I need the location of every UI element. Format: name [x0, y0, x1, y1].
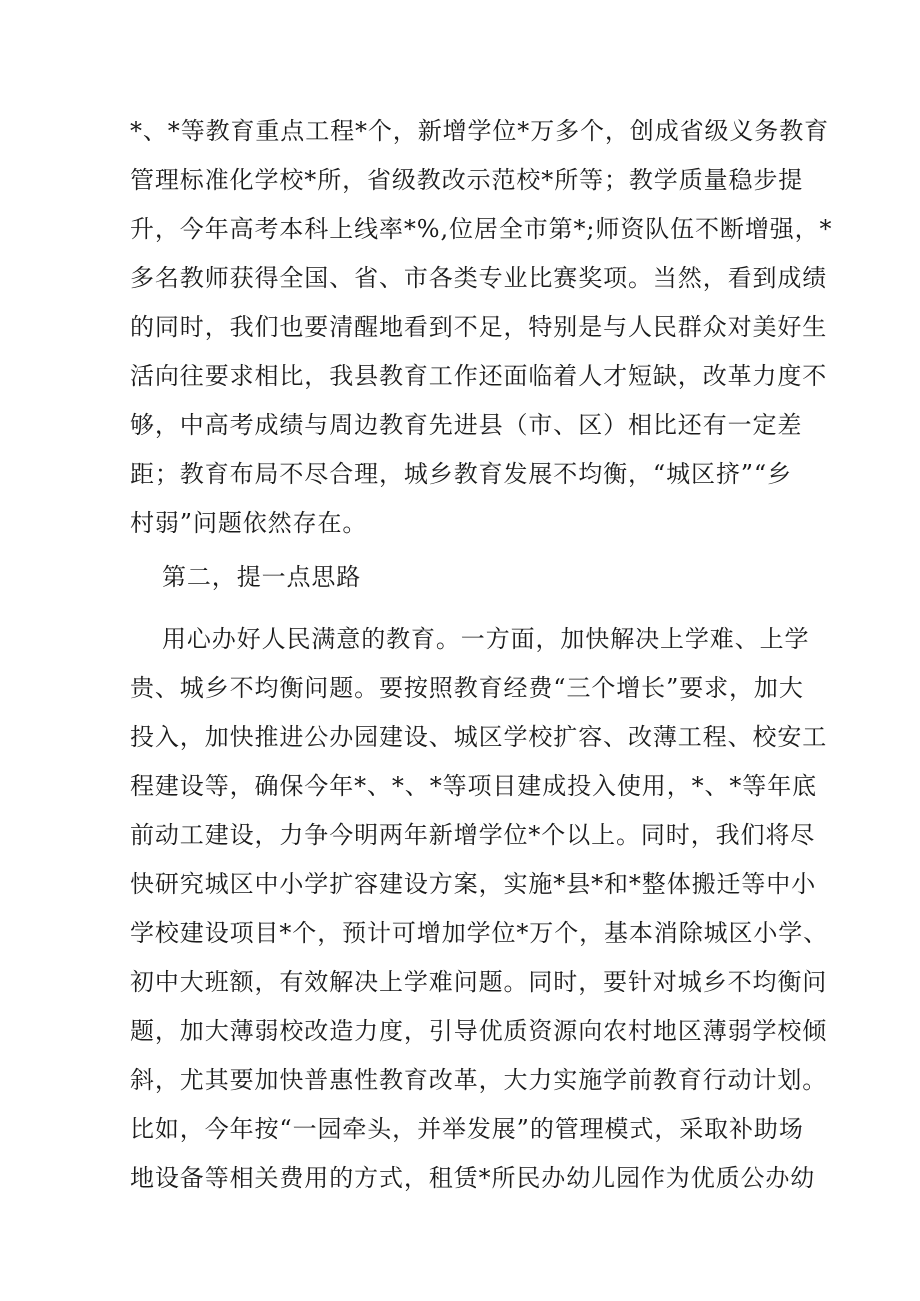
text-line: 学校建设项目*个，预计可增加学位*万个，基本消除城区小学、 — [130, 919, 829, 947]
text-line: 升，今年高考本科上线率*%,位居全市第*;师资队伍不断增强，* — [130, 215, 833, 243]
text-line: 的同时，我们也要清醒地看到不足，特别是与人民群众对美好生 — [130, 313, 828, 341]
text-line: 贵、城乡不均衡问题。要按照教育经费“三个增长”要求，加大 — [130, 674, 804, 702]
paragraph-first-line: 用心办好人民满意的教育。一方面，加快解决上学难、上学 — [162, 625, 810, 653]
text-line: 地设备等相关费用的方式，租赁*所民办幼儿园作为优质公办幼 — [130, 1164, 816, 1192]
text-line: 程建设等，确保今年*、*、*等项目建成投入使用，*、*等年底 — [130, 772, 817, 800]
text-line: 多名教师获得全国、省、市各类专业比赛奖项。当然，看到成绩 — [130, 264, 828, 292]
text-line: *、*等教育重点工程*个，新增学位*万多个，创成省级义务教育 — [130, 117, 829, 145]
text-line: 管理标准化学校*所，省级教改示范校*所等；教学质量稳步提 — [130, 166, 804, 194]
text-line: 斜，尤其要加快普惠性教育改革，大力实施学前教育行动计划。 — [130, 1066, 828, 1094]
text-line: 活向往要求相比，我县教育工作还面临着人才短缺，改革力度不 — [130, 362, 828, 390]
text-line: 投入，加快推进公办园建设、城区学校扩容、改薄工程、校安工 — [130, 723, 828, 751]
section-heading: 第二，提一点思路 — [162, 563, 362, 591]
text-line: 比如，今年按“一园牵头，并举发展”的管理模式，采取补助场 — [130, 1115, 804, 1143]
text-line: 距；教育布局不尽合理，城乡教育发展不均衡，“城区挤”“乡 — [130, 460, 793, 488]
text-line: 够，中高考成绩与周边教育先进县（市、区）相比还有一定差 — [130, 411, 803, 439]
text-line: 村弱”问题依然存在。 — [130, 509, 368, 537]
text-line: 初中大班额，有效解决上学难问题。同时，要针对城乡不均衡问 — [130, 968, 828, 996]
text-line: 前动工建设，力争今明两年新增学位*个以上。同时，我们将尽 — [130, 821, 816, 849]
text-line: 题，加大薄弱校改造力度，引导优质资源向农村地区薄弱学校倾 — [130, 1017, 828, 1045]
text-line: 快研究城区中小学扩容建设方案，实施*县*和*整体搬迁等中小 — [130, 870, 817, 898]
